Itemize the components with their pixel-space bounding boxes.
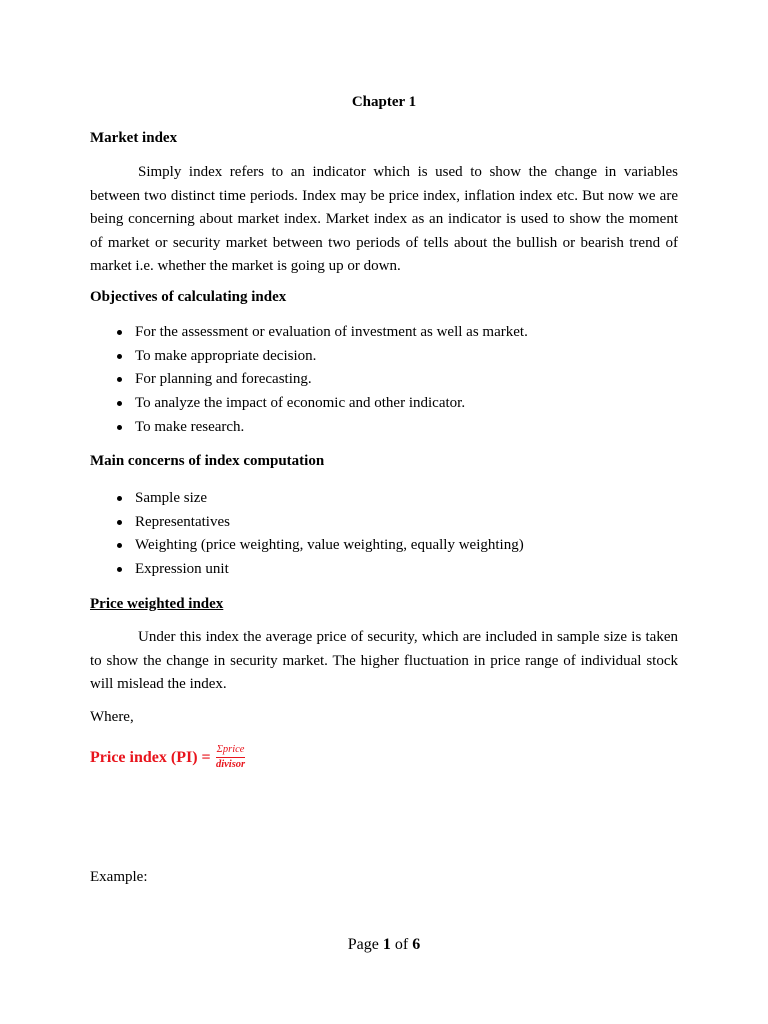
example-label: Example: bbox=[90, 869, 148, 885]
list-item: Representatives bbox=[90, 511, 524, 535]
section-heading-price-weighted-index: Price weighted index bbox=[90, 596, 224, 612]
page-of: of bbox=[394, 936, 409, 953]
market-index-paragraph: Simply index refers to an indicator which is used to show the change in variables between two distinct time periods. Index may be price index, inflation index etc. But now we are being concerning about market index. Market index as an indicator is used to show the moment of market or security market between two periods of tells about the bullish or bearish trend of market i.e. whether the market is going up or down. bbox=[90, 164, 678, 274]
price-weighted-paragraph: Under this index the average price of security, which are included in sample size is taken to show the change in security market. The higher fluctuation in price range of individual stock will mislead the index. bbox=[90, 629, 678, 692]
list-item: Sample size bbox=[90, 487, 524, 511]
list-item: Weighting (price weighting, value weighting, equally weighting) bbox=[90, 534, 524, 558]
page-prefix: Page bbox=[347, 936, 379, 953]
where-label: Where, bbox=[90, 709, 134, 725]
price-index-formula bbox=[90, 744, 245, 771]
formula-denominator: divisor bbox=[215, 759, 246, 770]
list-item: To make appropriate decision. bbox=[90, 345, 528, 369]
chapter-title: Chapter 1 bbox=[351, 94, 417, 110]
list-item: For the assessment or evaluation of investment as well as market. bbox=[90, 321, 528, 345]
page-footer bbox=[0, 936, 768, 954]
formula-label: Price index (PI) = bbox=[90, 748, 211, 766]
list-item: Expression unit bbox=[90, 558, 524, 582]
section-heading-market-index: Market index bbox=[90, 130, 178, 146]
page-total: 6 bbox=[412, 936, 421, 953]
formula-numerator: Σprice bbox=[216, 744, 246, 758]
section-heading-main-concerns: Main concerns of index computation bbox=[90, 453, 325, 469]
page-current: 1 bbox=[382, 936, 391, 953]
list-item: To analyze the impact of economic and other indicator. bbox=[90, 392, 528, 416]
list-item: To make research. bbox=[90, 416, 528, 440]
list-item: For planning and forecasting. bbox=[90, 368, 528, 392]
section-heading-objectives: Objectives of calculating index bbox=[90, 289, 287, 305]
concerns-list bbox=[90, 487, 524, 582]
formula-fraction bbox=[216, 744, 246, 771]
objectives-list bbox=[90, 321, 528, 439]
